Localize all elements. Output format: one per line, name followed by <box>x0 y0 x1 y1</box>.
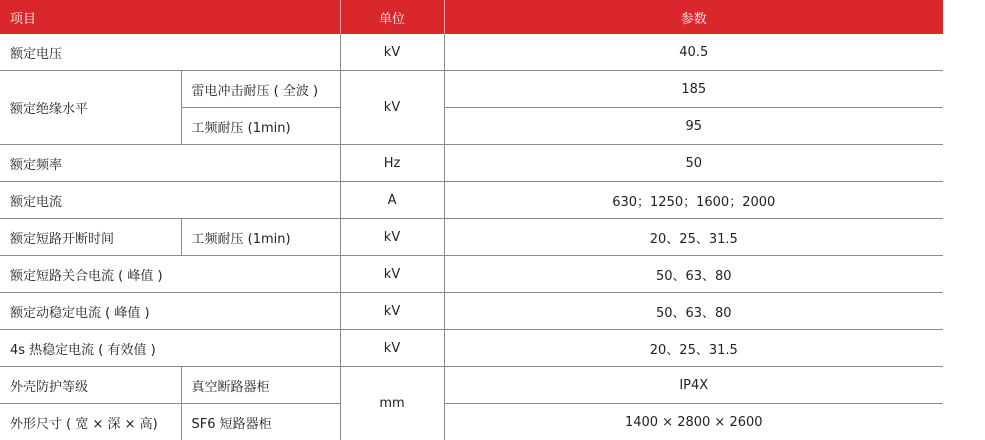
table-row <box>0 71 943 108</box>
table-row <box>0 293 943 330</box>
row-name: 额定电压 <box>0 34 340 71</box>
row-subitem: 工频耐压 (1min) <box>181 108 340 145</box>
row-unit: mm <box>340 367 444 440</box>
row-value: 630；1250；1600；2000 <box>444 182 943 219</box>
row-value: 20、25、31.5 <box>444 219 943 256</box>
row-value: 50 <box>444 145 943 182</box>
row-name: 额定绝缘水平 <box>0 71 181 145</box>
row-unit: kV <box>340 34 444 71</box>
header-row <box>0 0 943 34</box>
row-subitem: SF6 短路器柜 <box>181 404 340 440</box>
row-unit: Hz <box>340 145 444 182</box>
row-name: 外形尺寸 ( 宽 × 深 × 高) <box>0 404 181 440</box>
table-row <box>0 256 943 293</box>
header-item: 项目 <box>0 0 340 34</box>
row-value: 50、63、80 <box>444 293 943 330</box>
table-row <box>0 34 943 71</box>
table-row <box>0 367 943 404</box>
row-value: 95 <box>444 108 943 145</box>
row-value: 20、25、31.5 <box>444 330 943 367</box>
header-param: 参数 <box>444 0 943 34</box>
table-row <box>0 145 943 182</box>
row-value: IP4X <box>444 367 943 404</box>
table-row <box>0 404 943 440</box>
row-name: 额定短路关合电流 ( 峰值 ) <box>0 256 340 293</box>
row-name: 外壳防护等级 <box>0 367 181 404</box>
table-row <box>0 219 943 256</box>
row-name: 额定动稳定电流 ( 峰值 ) <box>0 293 340 330</box>
row-unit: kV <box>340 256 444 293</box>
row-unit: kV <box>340 219 444 256</box>
row-subitem: 真空断路器柜 <box>181 367 340 404</box>
row-unit: kV <box>340 71 444 145</box>
row-unit: kV <box>340 330 444 367</box>
row-unit: kV <box>340 293 444 330</box>
table-header <box>0 0 943 34</box>
row-name: 额定频率 <box>0 145 340 182</box>
row-name: 额定短路开断时间 <box>0 219 181 256</box>
header-unit: 单位 <box>340 0 444 34</box>
row-name: 4s 热稳定电流 ( 有效值 ) <box>0 330 340 367</box>
row-value: 40.5 <box>444 34 943 71</box>
row-unit: A <box>340 182 444 219</box>
row-value: 50、63、80 <box>444 256 943 293</box>
row-name: 额定电流 <box>0 182 340 219</box>
row-subitem: 工频耐压 (1min) <box>181 219 340 256</box>
table-row <box>0 182 943 219</box>
row-value: 185 <box>444 71 943 108</box>
table-row <box>0 330 943 367</box>
row-subitem: 雷电冲击耐压 ( 全波 ) <box>181 71 340 108</box>
row-value: 1400 × 2800 × 2600 <box>444 404 943 440</box>
